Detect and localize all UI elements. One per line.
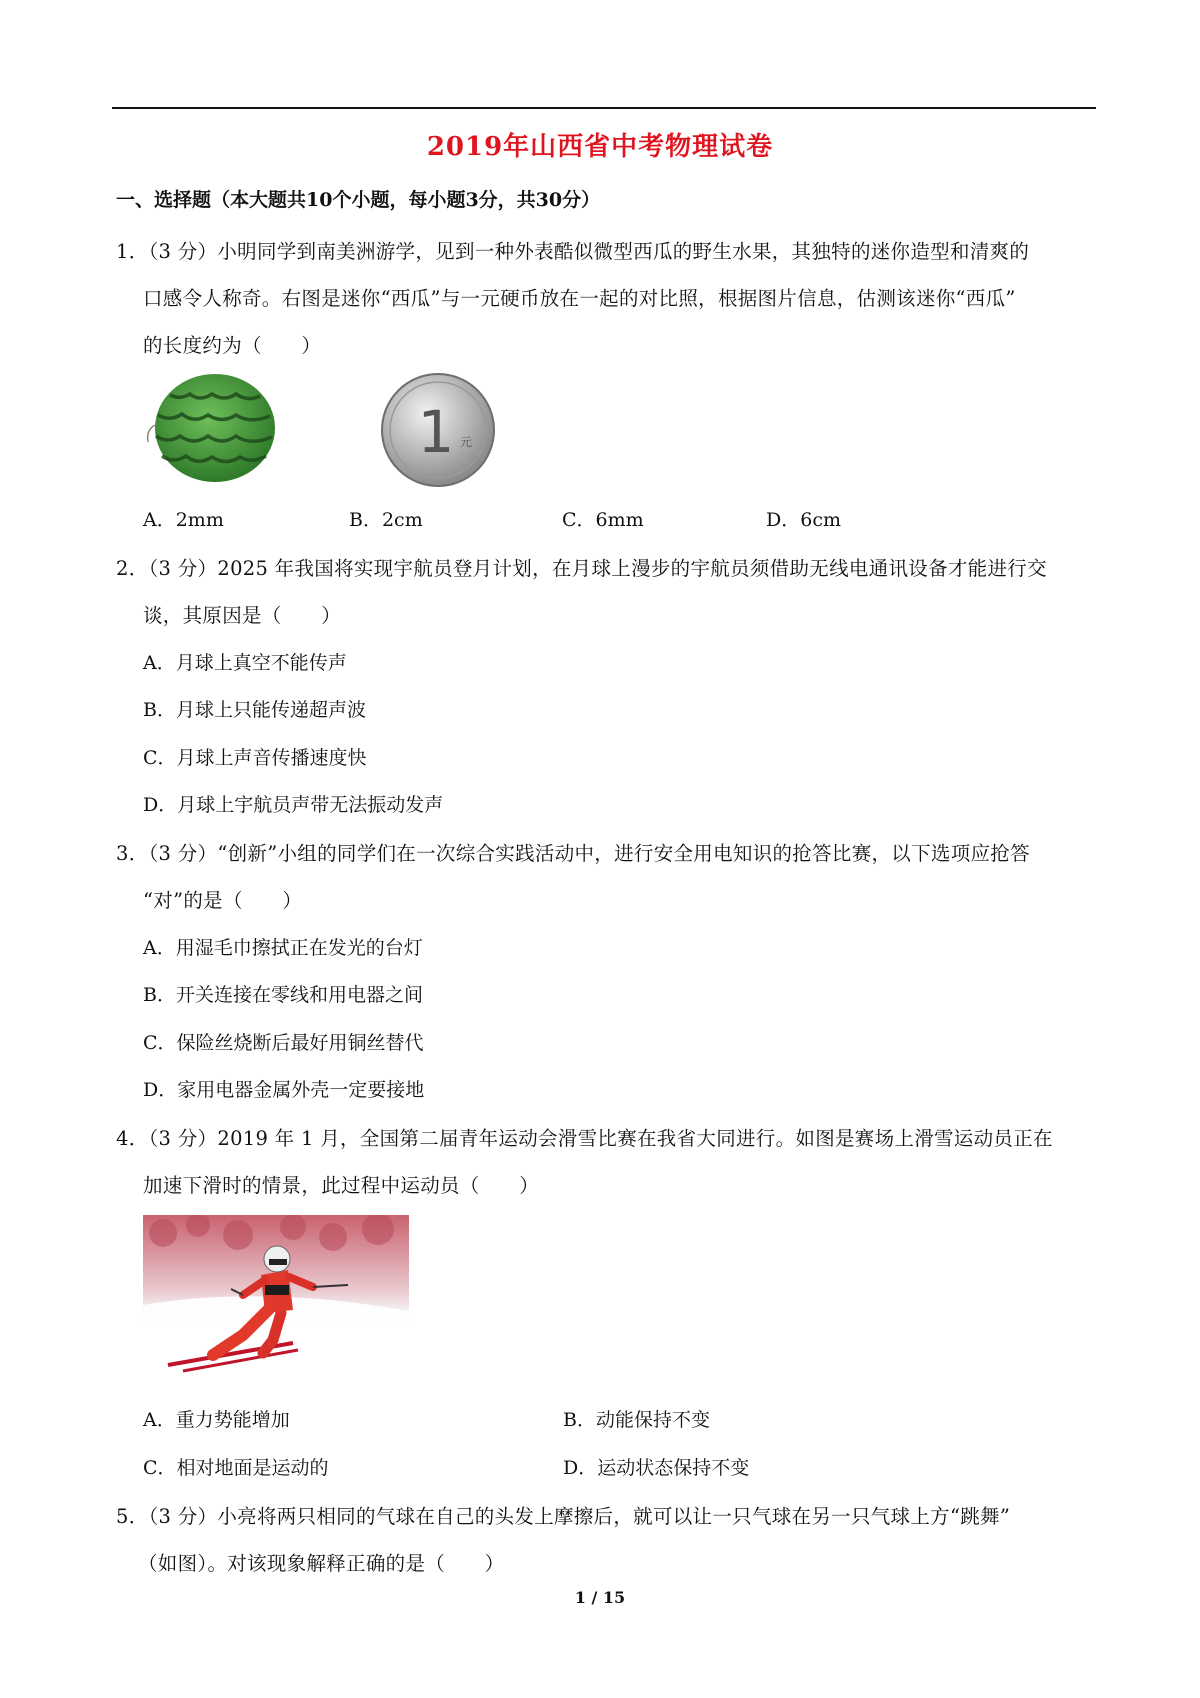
watermelon-image [140, 370, 280, 490]
q3-line-1: 3．（3 分）“创新”小组的同学们在一次综合实践活动中，进行安全用电知识的抢答比赛，以下选项应抢答 [116, 842, 1030, 865]
q1-option-a: A．2mm [143, 509, 224, 531]
q2-option-c: C．月球上声音传播速度快 [143, 747, 367, 769]
coin-numeral: 1 [417, 398, 455, 466]
q5-line-2: （如图）。对该现象解释正确的是（ ） [138, 1552, 505, 1575]
q3-option-b: B．开关连接在零线和用电器之间 [143, 984, 423, 1006]
q1-line-2: 口感令人称奇。右图是迷你“西瓜”与一元硬币放在一起的对比照，根据图片信息，估测该迷你“西瓜” [143, 287, 1016, 310]
q1-line-1: 1．（3 分）小明同学到南美洲游学，见到一种外表酷似微型西瓜的野生水果，其独特的迷你造型和清爽的 [116, 240, 1030, 263]
q4-line-1: 4．（3 分）2019 年 1 月，全国第二届青年运动会滑雪比赛在我省大同进行。如图是赛场上滑雪运动员正在 [116, 1127, 1053, 1150]
q4-option-c: C．相对地面是运动的 [143, 1457, 329, 1479]
page-number: 1 / 15 [574, 1588, 626, 1607]
q4-option-d: D．运动状态保持不变 [563, 1457, 750, 1479]
q4-option-b: B．动能保持不变 [563, 1409, 710, 1431]
q3-line-2: “对”的是（ ） [143, 889, 303, 912]
q1-line-3: 的长度约为（ ） [143, 334, 322, 357]
q1-option-c: C．6mm [562, 509, 644, 531]
header-rule [112, 107, 1096, 109]
q2-option-d: D．月球上宇航员声带无法振动发声 [143, 794, 444, 816]
q1-option-b: B．2cm [349, 509, 423, 531]
q4-option-a: A．重力势能增加 [143, 1409, 290, 1431]
coin-image [378, 370, 498, 490]
q2-option-a: A．月球上真空不能传声 [143, 652, 347, 674]
skier-image [143, 1215, 409, 1377]
q2-line-1: 2．（3 分）2025 年我国将实现宇航员登月计划，在月球上漫步的宇航员须借助无线电通讯设备才能进行交 [116, 557, 1047, 580]
q2-option-b: B．月球上只能传递超声波 [143, 699, 366, 721]
q2-line-2: 谈，其原因是（ ） [143, 604, 342, 627]
exam-title: 2019年山西省中考物理试卷 [426, 132, 774, 162]
q3-option-a: A．用湿毛巾擦拭正在发光的台灯 [143, 937, 423, 959]
q3-option-c: C．保险丝烧断后最好用铜丝替代 [143, 1032, 424, 1054]
q1-option-d: D．6cm [766, 509, 841, 531]
q3-option-d: D．家用电器金属外壳一定要接地 [143, 1079, 425, 1101]
q5-line-1: 5．（3 分）小亮将两只相同的气球在自己的头发上摩擦后，就可以让一只气球在另一只气球上方“跳舞” [116, 1505, 1011, 1528]
section-heading: 一、选择题（本大题共10个小题，每小题3分，共30分） [116, 189, 601, 211]
coin-unit: 元 [459, 435, 473, 449]
q4-line-2: 加速下滑时的情景，此过程中运动员（ ） [143, 1174, 540, 1197]
